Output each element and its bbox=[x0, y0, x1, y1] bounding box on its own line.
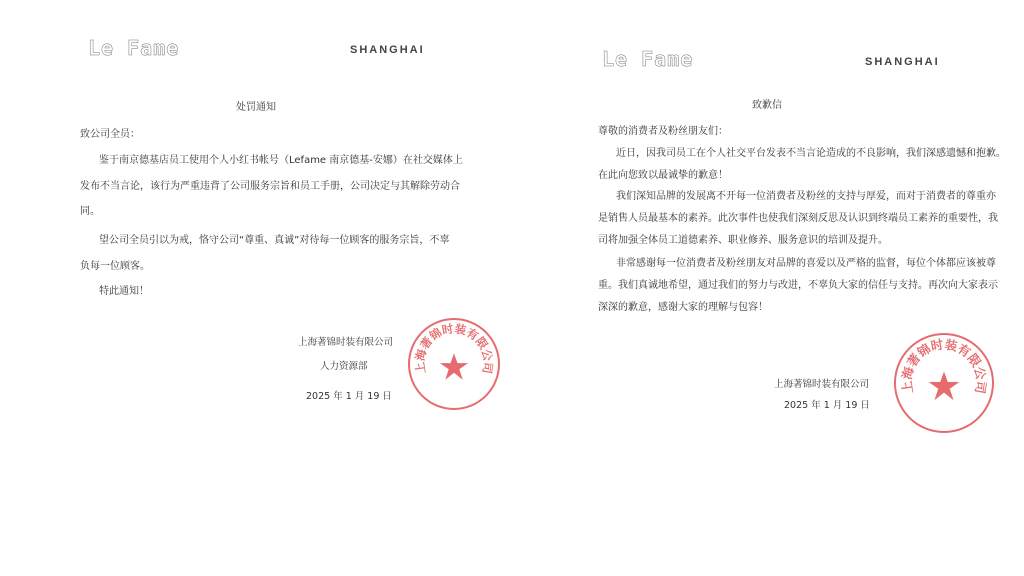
body-line: 司将加强全体员工道德素养、职业修养、服务意识的培训及提升。 bbox=[598, 235, 888, 246]
letter-title: 处罚通知 bbox=[236, 102, 276, 113]
body-line: 鉴于南京德基店员工使用个人小红书帐号（Lefame 南京德基-安娜）在社交媒体上 bbox=[99, 155, 463, 166]
salutation: 致公司全员： bbox=[80, 129, 140, 140]
body-line: 同。 bbox=[80, 206, 100, 217]
body-line: 我们深知品牌的发展离不开每一位消费者及粉丝的支持与厚爱，而对于消费者的尊重亦 bbox=[616, 191, 996, 202]
body-line: 望公司全员引以为戒，恪守公司“尊重、真诚”对待每一位顾客的服务宗旨，不辜 bbox=[99, 235, 450, 246]
city-label: SHANGHAI bbox=[865, 56, 940, 68]
city-label: SHANGHAI bbox=[350, 44, 425, 56]
body-line: 负每一位顾客。 bbox=[80, 261, 150, 272]
brand-logo: Le Fame bbox=[602, 47, 694, 71]
company-seal bbox=[894, 333, 994, 433]
seal-text: 上海著锦时装有限公司 bbox=[898, 336, 990, 395]
body-line: 近日，因我司员工在个人社交平台发表不当言论造成的不良影响，我们深感遗憾和抱歉。 bbox=[616, 148, 1006, 159]
company-name: 上海著锦时装有限公司 bbox=[774, 379, 870, 390]
brand-logo: Le Fame bbox=[88, 36, 180, 60]
body-line: 深深的歉意，感谢大家的理解与包容！ bbox=[598, 302, 768, 313]
body-line: 是销售人员最基本的素养。此次事件也使我们深刻反思及认识到终端员工素养的重要性，我 bbox=[598, 213, 998, 224]
company-name: 上海著锦时装有限公司 bbox=[298, 337, 394, 348]
body-line: 非常感谢每一位消费者及粉丝朋友对品牌的喜爱以及严格的监督，每位个体都应该被尊 bbox=[616, 258, 996, 269]
date: 2025 年 1 月 19 日 bbox=[306, 391, 392, 402]
star-icon bbox=[929, 371, 960, 400]
salutation: 尊敬的消费者及粉丝朋友们： bbox=[598, 126, 728, 137]
body-line: 重。我们真诚地希望，通过我们的努力与改进，不辜负大家的信任与支持。再次向大家表示 bbox=[598, 280, 998, 291]
right-letter bbox=[512, 0, 1024, 576]
star-icon bbox=[440, 353, 468, 379]
body-line: 特此通知！ bbox=[99, 286, 149, 297]
seal-text: 上海著锦时装有限公司 bbox=[412, 321, 496, 375]
department: 人力资源部 bbox=[320, 361, 368, 372]
body-line: 发布不当言论，该行为严重违背了公司服务宗旨和员工手册，公司决定与其解除劳动合 bbox=[80, 181, 460, 192]
body-line: 在此向您致以最诚挚的歉意！ bbox=[598, 170, 728, 181]
company-seal bbox=[408, 318, 500, 410]
date: 2025 年 1 月 19 日 bbox=[784, 400, 870, 411]
letter-title: 致歉信 bbox=[752, 100, 782, 111]
